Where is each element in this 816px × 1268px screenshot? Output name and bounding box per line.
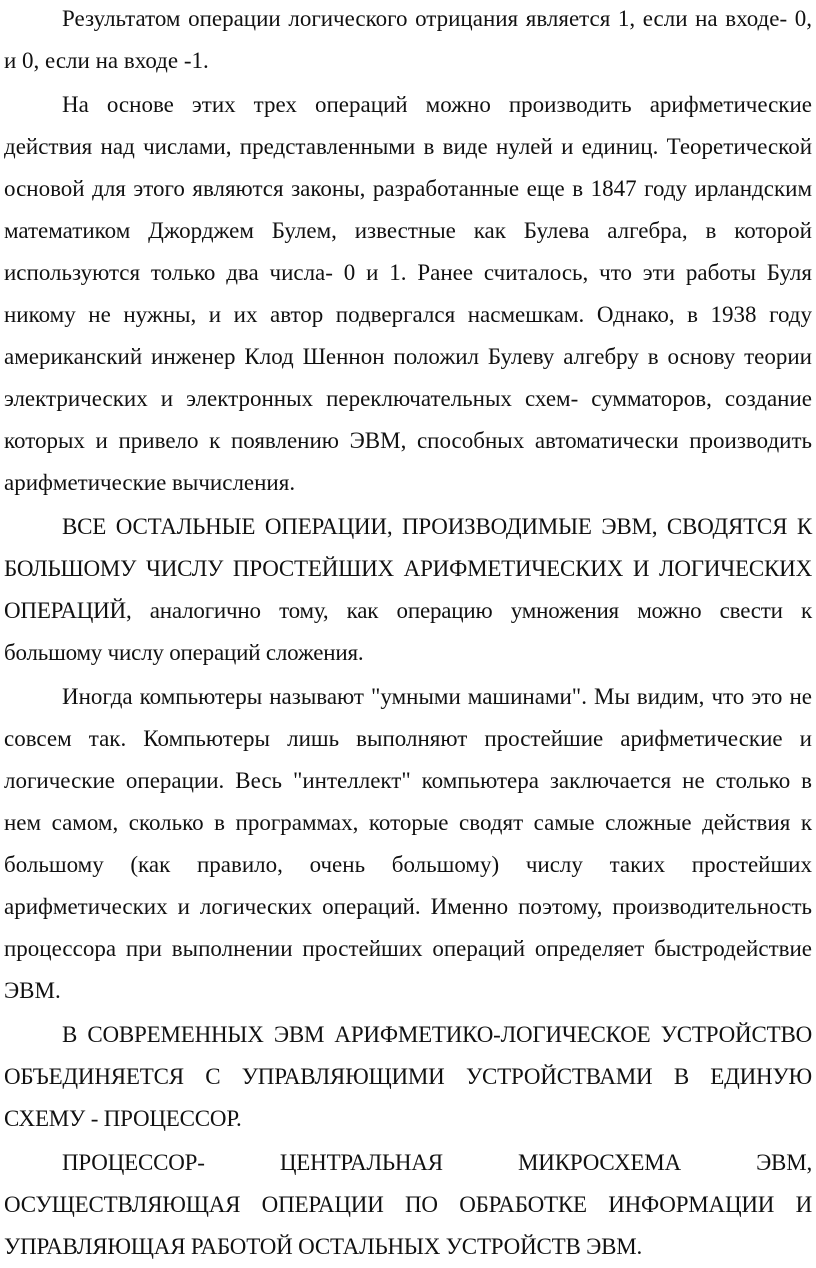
paragraph-smart-machines: Иногда компьютеры называют "умными машинами". Мы видим, что это не совсем так. Компьютеры лишь выполняют простейшие арифметические и логические операции. Весь "интеллект" компьютера заключается не столько в нем самом, сколько в программах, которые сводят самые сложные действия к большому (как правило, очень большому) числу таких простейших арифметических и логических операций. Именно поэтому, производительность процессора при выполнении простейших операций определяет быстродействие ЭВМ. xyxy=(4,684,812,1003)
paragraph-negation-result: Результатом операции логического отрицания является 1, если на входе- 0, и 0, если на входе -1. xyxy=(4,6,812,73)
paragraph-operations-reduction: ВСЕ ОСТАЛЬНЫЕ ОПЕРАЦИИ, ПРОИЗВОДИМЫЕ ЭВМ, СВОДЯТСЯ К БОЛЬШОМУ ЧИСЛУ ПРОСТЕЙШИХ АРИФМЕТИЧЕСКИХ И ЛОГИЧЕСКИХ ОПЕРАЦИЙ, аналогично тому, как операцию умножения можно свести к большому числу операций сложения. xyxy=(4,514,812,665)
paragraph-processor-definition: ПРОЦЕССОР- ЦЕНТРАЛЬНАЯ МИКРОСХЕМА ЭВМ, ОСУЩЕСТВЛЯЮЩАЯ ОПЕРАЦИИ ПО ОБРАБОТКЕ ИНФОРМАЦИИ И УПРАВЛЯЮЩАЯ РАБОТОЙ ОСТАЛЬНЫХ УСТРОЙСТВ ЭВМ. xyxy=(4,1150,812,1259)
paragraph-alu-processor: В СОВРЕМЕННЫХ ЭВМ АРИФМЕТИКО-ЛОГИЧЕСКОЕ УСТРОЙСТВО ОБЪЕДИНЯЕТСЯ С УПРАВЛЯЮЩИМИ УСТРОЙСТВАМИ В ЕДИНУЮ СХЕМУ - ПРОЦЕССОР. xyxy=(4,1022,812,1131)
paragraph-boolean-algebra: На основе этих трех операций можно производить арифметические действия над числами, представленными в виде нулей и единиц. Теоретической основой для этого являются законы, разработанные еще в 1847 году ирландским математиком Джорджем Булем, известные как Булева алгебра, в которой используются только два числа- 0 и 1. Ранее считалось, что эти работы Буля никому не нужны, и их автор подвергался насмешкам. Однако, в 1938 году американский инженер Клод Шеннон положил Булеву алгебру в основу теории электрических и электронных переключательных схем- сумматоров, создание которых и привело к появлению ЭВМ, способных автоматически производить арифметические вычисления. xyxy=(4,92,812,495)
